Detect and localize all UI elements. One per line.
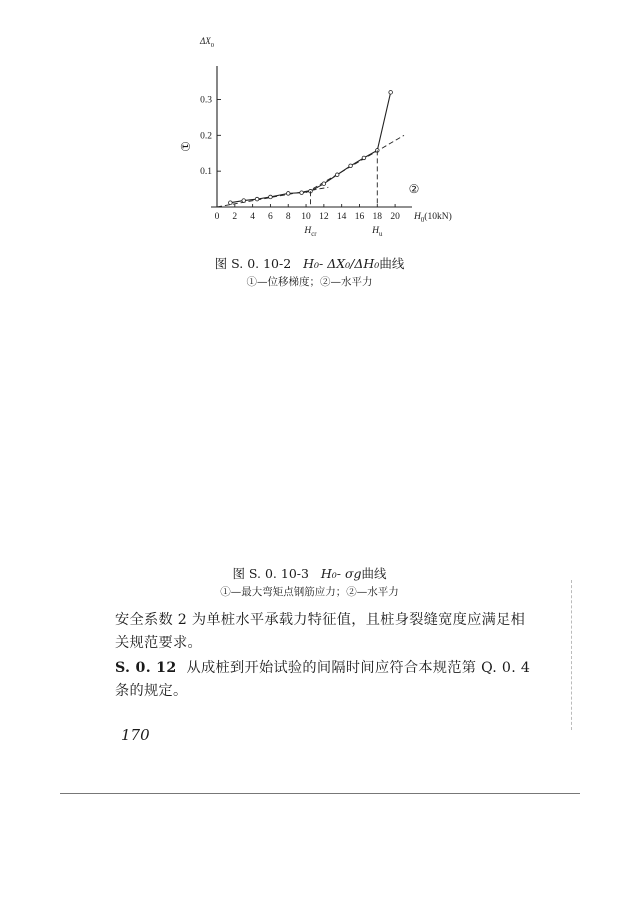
data-point <box>349 164 353 168</box>
data-point <box>300 191 304 195</box>
figure-2-caption <box>0 564 619 582</box>
figure-2-note: ①—最大弯矩点钢筋应力；②—水平力 <box>220 586 399 598</box>
figure-2-caption-number: 图 S. 0. 10-3 <box>232 566 309 581</box>
x-tick-label: 4 <box>250 212 255 222</box>
marker-label: $H_{cr}$ <box>304 226 317 238</box>
x-tick-label: 10 <box>301 212 311 222</box>
x-tick-label: 18 <box>372 212 383 222</box>
data-point <box>335 173 339 177</box>
bottom-rule <box>60 793 580 794</box>
data-curve <box>230 92 390 202</box>
x-tick-label: 16 <box>354 212 365 222</box>
y-quantity-label: ① <box>178 141 192 152</box>
data-point <box>286 192 290 196</box>
x-tick-label: 2 <box>232 212 238 222</box>
x-quantity-label: ② <box>408 182 420 196</box>
figure-1-chart <box>0 30 619 290</box>
data-point <box>269 195 273 199</box>
x-axis-label: $H_0(10kN)$ <box>414 212 452 224</box>
clause-text-continued: 条的规定。 <box>115 683 188 699</box>
figure-1-caption-formula: H₀- ΔX₀/ΔH₀ <box>303 256 380 271</box>
paragraph-line: 安全系数 2 为单桩水平承载力特征值，且桩身裂缝宽度应满足相 <box>115 612 526 628</box>
x-tick-label: 0 <box>214 212 220 222</box>
data-point <box>255 197 259 201</box>
y-label-numerator: $\Delta X_0$ <box>199 36 215 49</box>
x-tick-label: 12 <box>319 212 329 222</box>
margin-mark <box>571 580 572 730</box>
clause-number: S. 0. 12 <box>115 660 177 676</box>
clause-s-0-12 <box>115 657 545 703</box>
data-point <box>362 156 366 160</box>
data-point <box>322 182 326 186</box>
x-tick-label: 14 <box>336 212 347 222</box>
figure-1-caption <box>0 254 619 272</box>
y-tick-label: 0.2 <box>200 131 212 142</box>
figure-2-chart <box>0 292 619 552</box>
data-point <box>389 91 393 95</box>
y-tick-label: 0.3 <box>200 95 212 106</box>
clause-text: 从成桩到开始试验的间隔时间应符合本规范第 Q. 0. 4 <box>186 660 531 676</box>
marker-label: $H_u$ <box>372 226 383 238</box>
figure-1-caption-suffix: 曲线 <box>379 256 405 271</box>
figure-1-note: ①—位移梯度；②—水平力 <box>246 276 373 288</box>
y-tick-label: 0.1 <box>200 167 212 178</box>
figure-1-caption-number: 图 S. 0. 10-2 <box>214 256 292 271</box>
figure-2-caption-formula: H₀- σg <box>320 566 362 581</box>
x-tick-label: 20 <box>390 212 400 222</box>
page-number: 170 <box>121 726 150 744</box>
paragraph-safety-factor <box>115 609 545 655</box>
paragraph-line: 关规范要求。 <box>115 635 202 651</box>
x-tick-label: 8 <box>285 212 291 222</box>
tangent-line <box>306 135 404 192</box>
figure-2-caption-suffix: 曲线 <box>361 566 387 581</box>
data-point <box>242 199 246 203</box>
data-point <box>229 201 233 205</box>
x-tick-label: 6 <box>268 212 273 222</box>
